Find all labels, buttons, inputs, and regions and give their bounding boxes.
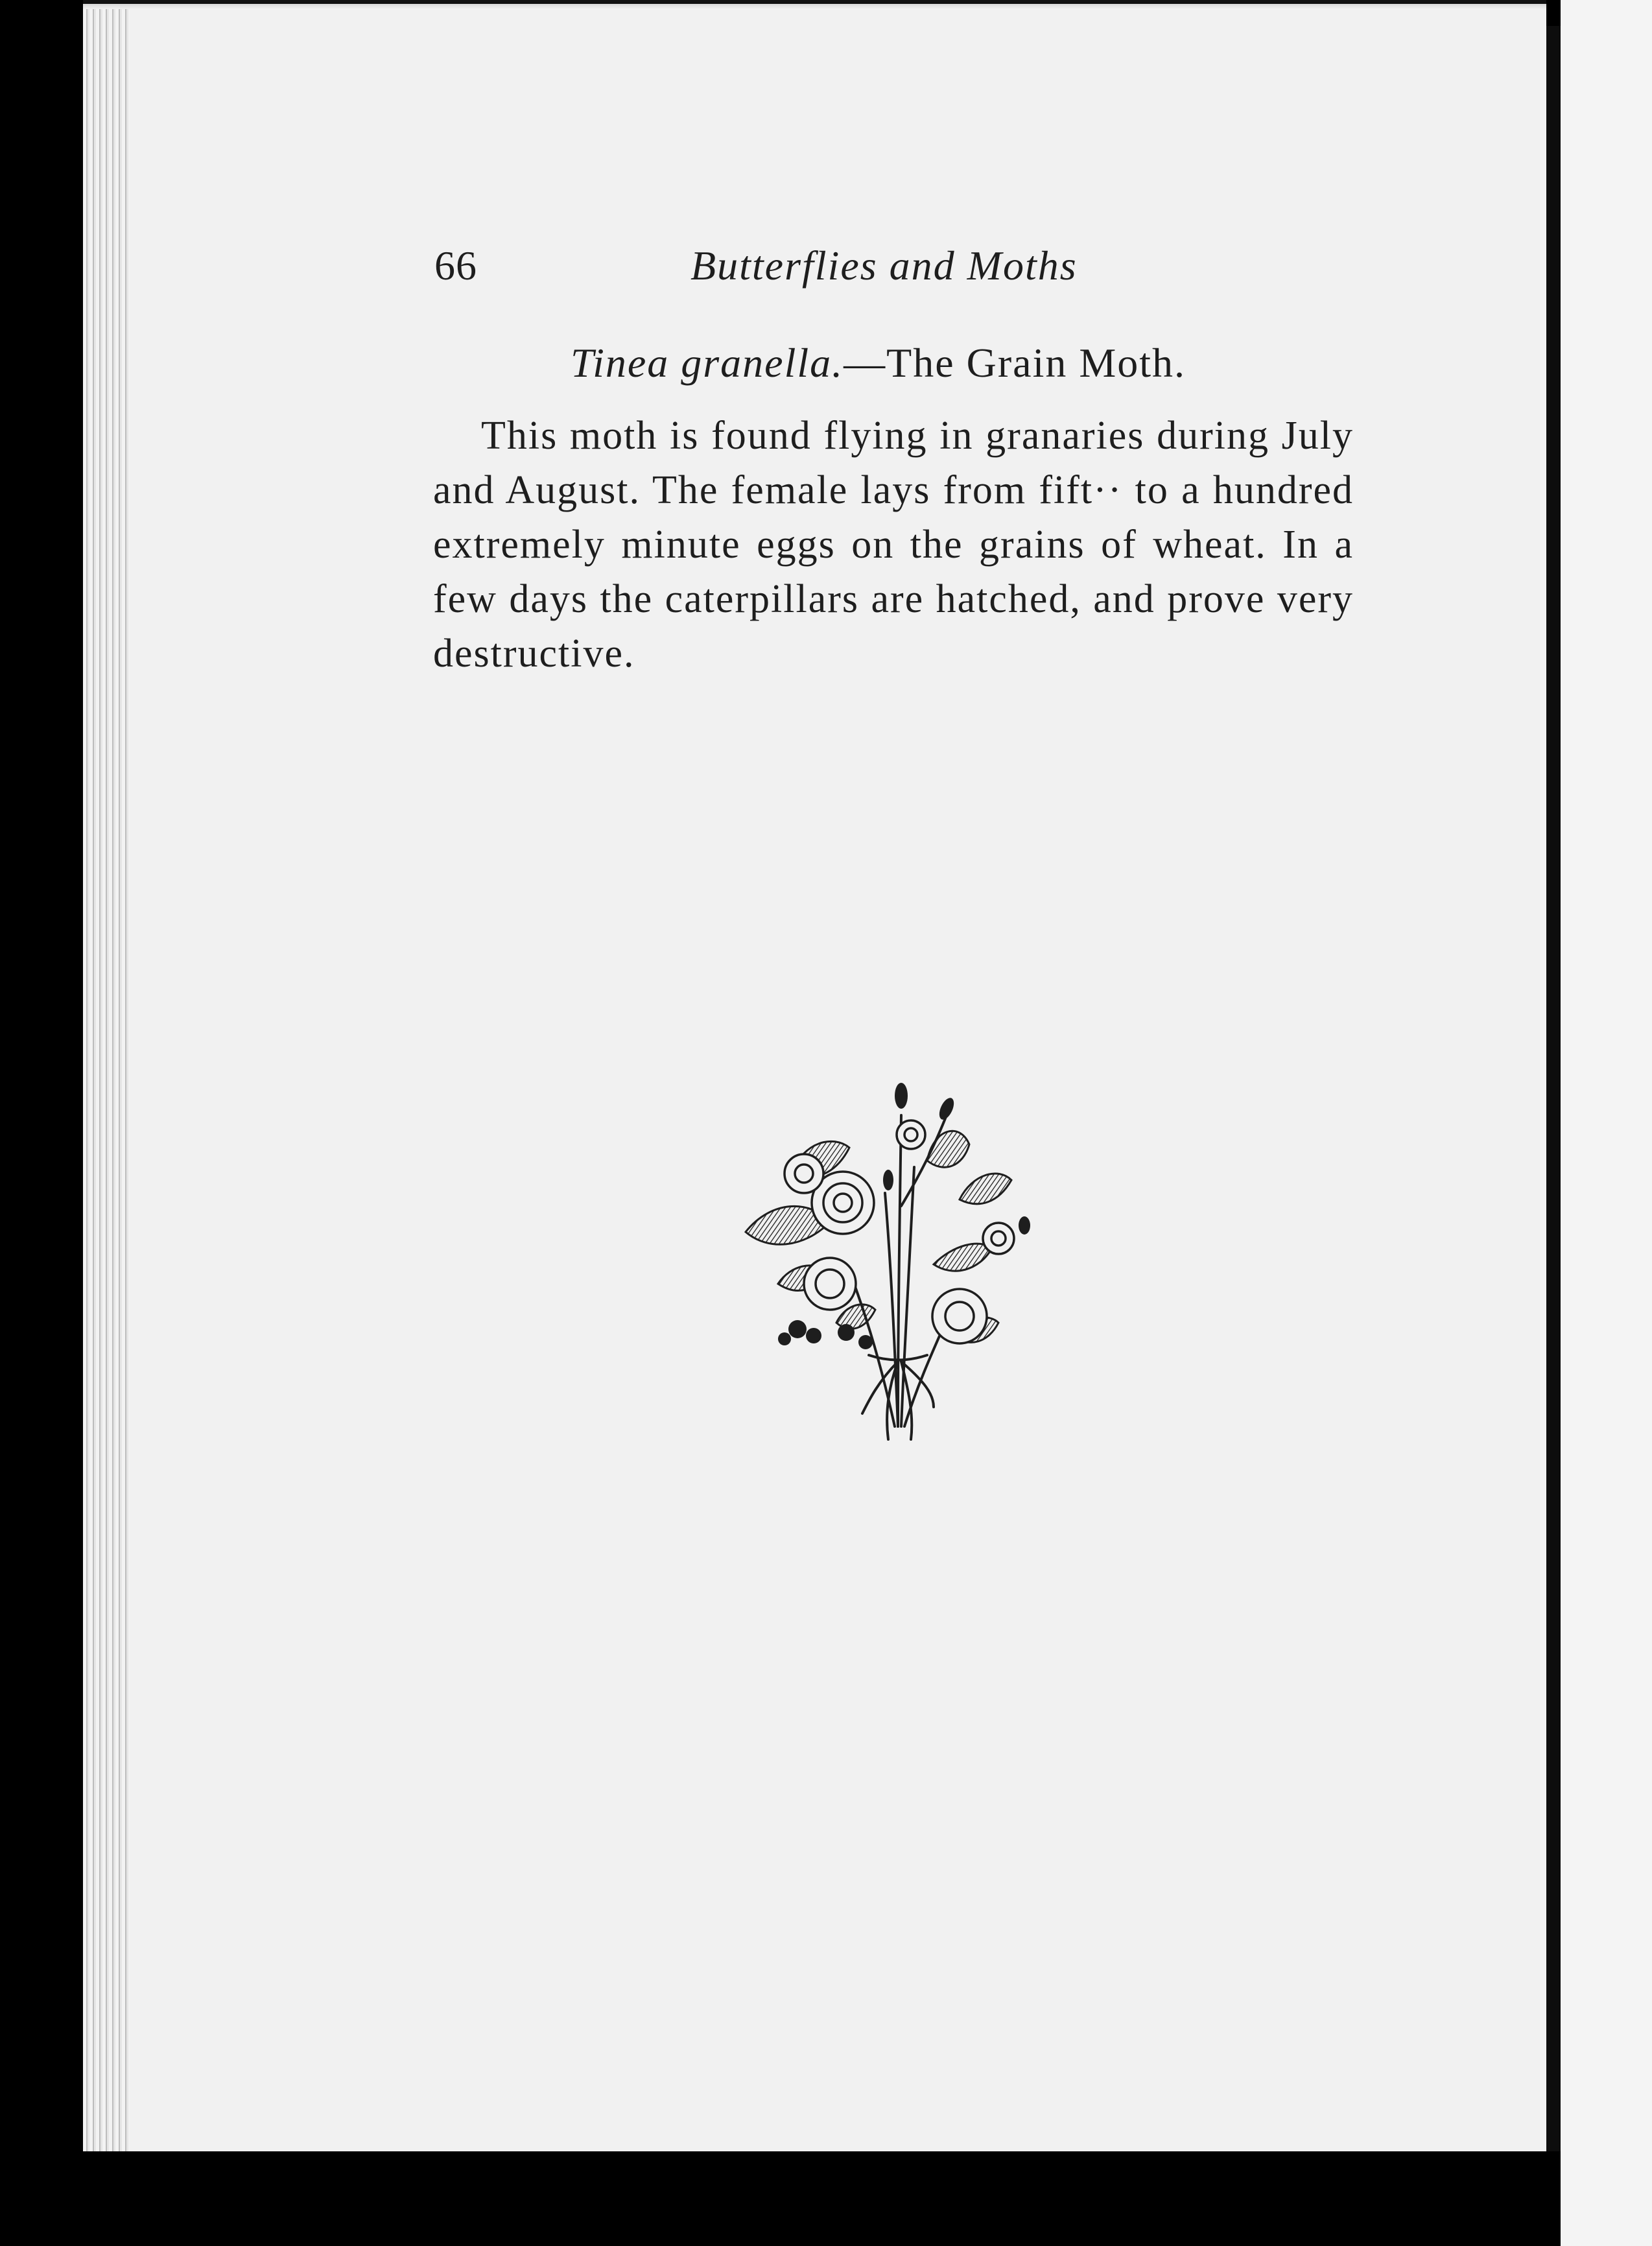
- latin-name: Tinea granella.: [571, 340, 844, 386]
- entry-heading: [571, 334, 1186, 392]
- facing-page-strip: [1561, 0, 1652, 2246]
- binding-gutter: [1546, 26, 1561, 2151]
- body-paragraph: This moth is found flying in granaries during July and August. The female lays from fift·· to a hundred extremely minute eggs on the grains of wheat. In a few days the caterpillars are hatched, and prove very destructive.: [433, 414, 1354, 676]
- running-title: Butterflies and Moths: [690, 242, 1078, 289]
- floral-bouquet-icon: [739, 1076, 1057, 1452]
- running-head: [434, 240, 1102, 292]
- bottom-edge: [83, 2151, 1561, 2246]
- page-number: 66: [434, 242, 477, 289]
- top-edge: [83, 0, 1546, 9]
- common-name: —The Grain Moth.: [844, 340, 1186, 386]
